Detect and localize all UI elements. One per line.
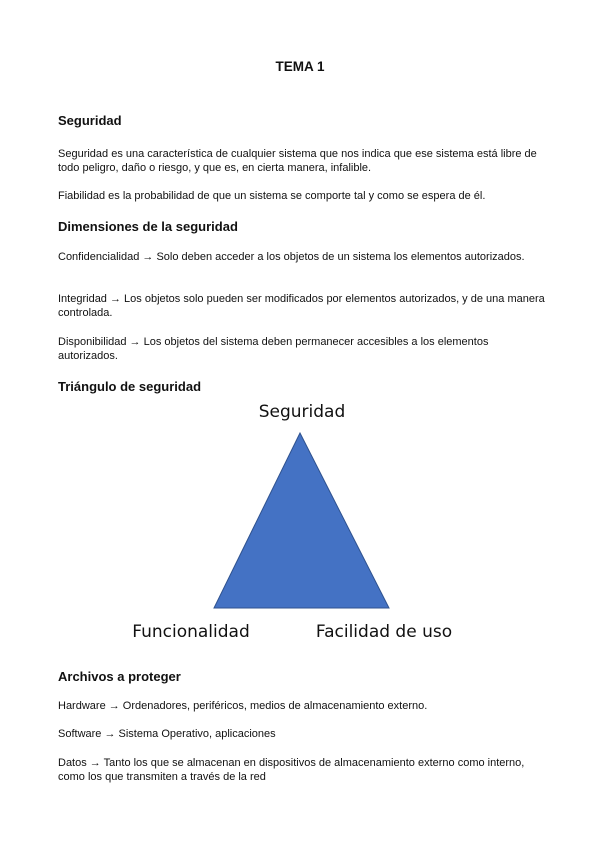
heading-seguridad: Seguridad xyxy=(58,113,122,128)
paragraph-integridad: Integridad → Los objetos solo pueden ser modificados por elementos autorizados, y de una manera controlada. xyxy=(58,293,545,319)
label-seguridad: Seguridad xyxy=(258,402,346,422)
paragraph-seguridad-definicion: Seguridad es una característica de cualquier sistema que nos indica que ese sistema está libre de todo peligro, daño o riesgo, y que es, en cierta manera, infalible. xyxy=(58,148,537,174)
heading-archivos: Archivos a proteger xyxy=(58,669,181,684)
paragraph-confidencialidad: Confidencialidad → Solo deben acceder a los objetos de un sistema los elementos autorizados. xyxy=(58,251,525,263)
paragraph-disponibilidad: Disponibilidad → Los objetos del sistema deben permanecer accesibles a los elementos autorizados. xyxy=(58,336,489,362)
heading-triangulo: Triángulo de seguridad xyxy=(58,379,202,394)
paragraph-fiabilidad: Fiabilidad es la probabilidad de que un sistema se comporte tal y como se espera de él. xyxy=(58,190,486,202)
page-title: TEMA 1 xyxy=(275,59,325,74)
security-triangle xyxy=(214,433,389,608)
label-facilidad-de-uso: Facilidad de uso xyxy=(315,622,453,642)
security-triangle-diagram xyxy=(120,396,480,646)
label-funcionalidad: Funcionalidad xyxy=(132,622,250,642)
paragraph-hardware: Hardware → Ordenadores, periféricos, medios de almacenamiento externo. xyxy=(58,700,428,712)
triangle-svg xyxy=(120,396,480,646)
heading-dimensiones: Dimensiones de la seguridad xyxy=(58,219,238,234)
paragraph-software: Software → Sistema Operativo, aplicaciones xyxy=(58,728,276,740)
paragraph-datos: Datos → Tanto los que se almacenan en dispositivos de almacenamiento externo como interno, como los que transmiten a través de la red xyxy=(58,757,525,783)
